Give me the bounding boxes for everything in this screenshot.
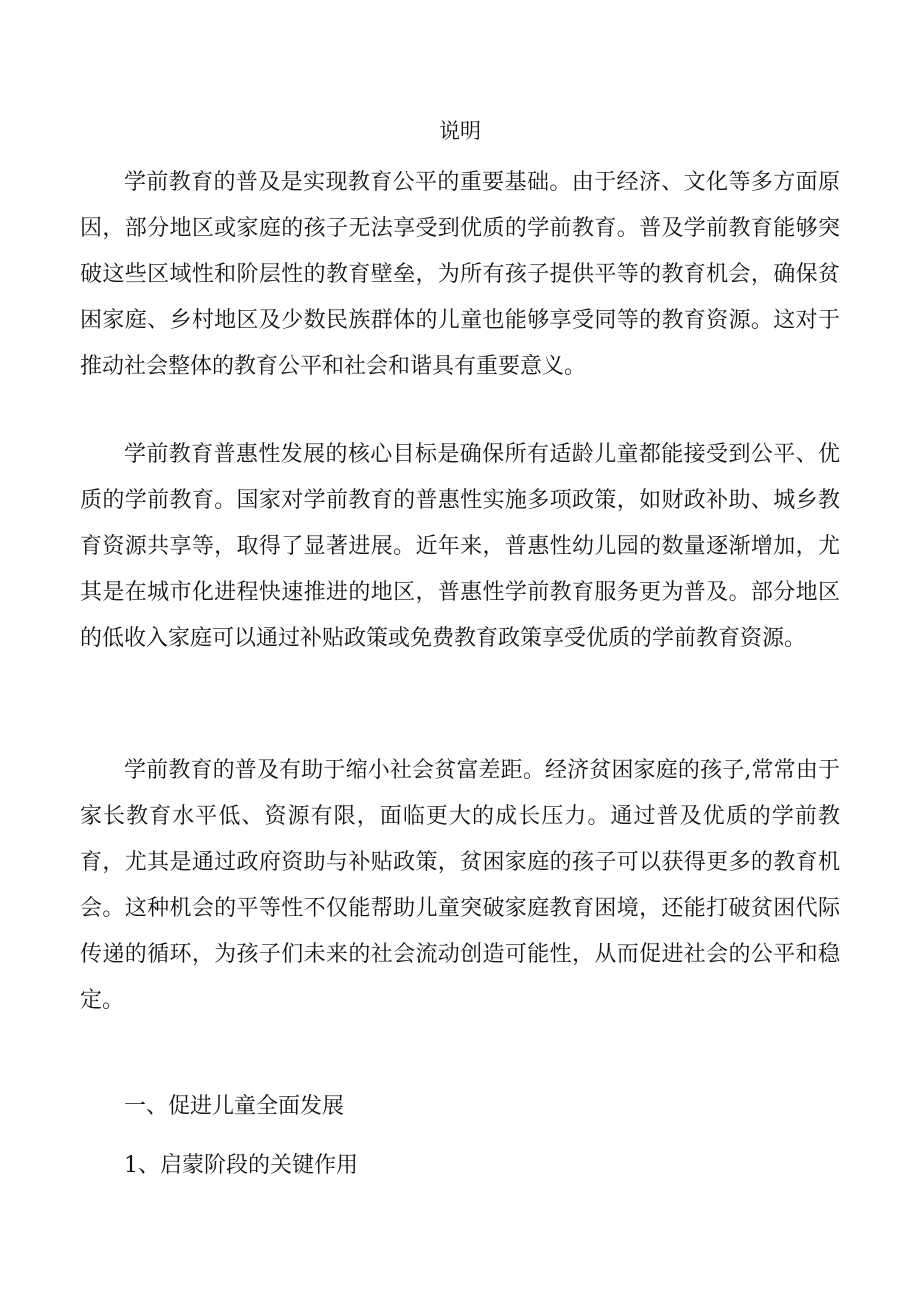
paragraph-2: 学前教育普惠性发展的核心目标是确保所有适龄儿童都能接受到公平、优质的学前教育。国家对学前教育的普惠性实施多项政策，如财政补助、城乡教育资源共享等，取得了显著进展。近年来，普惠性幼儿园的数量逐渐增加，尤其是在城市化进程快速推进的地区，普惠性学前教育服务更为普及。部分地区的低收入家庭可以通过补贴政策或免费教育政策享受优质的学前教育资源。 [80,442,840,651]
subsection-heading: 1、启蒙阶段的关键作用 [124,1153,358,1178]
paragraph-3: 学前教育的普及有助于缩小社会贫富差距。经济贫困家庭的孩子,常常由于家长教育水平低、资源有限，面临更大的成长压力。通过普及优质的学前教育，尤其是通过政府资助与补贴政策，贫困家庭的孩子可以获得更多的教育机会。这种机会的平等性不仅能帮助儿童突破家庭教育困境，还能打破贫困代际传递的循环，为孩子们未来的社会流动创造可能性，从而促进社会的公平和稳定。 [80,758,840,1013]
section-heading: 一、促进儿童全面发展 [124,1094,345,1119]
paragraph-1: 学前教育的普及是实现教育公平的重要基础。由于经济、文化等多方面原因，部分地区或家庭的孩子无法享受到优质的学前教育。普及学前教育能够突破这些区域性和阶层性的教育壁垒，为所有孩子提供平等的教育机会，确保贫困家庭、乡村地区及少数民族群体的儿童也能够享受同等的教育资源。这对于推动社会整体的教育公平和社会和谐具有重要意义。 [80,170,840,379]
document-title: 说明 [439,119,481,143]
